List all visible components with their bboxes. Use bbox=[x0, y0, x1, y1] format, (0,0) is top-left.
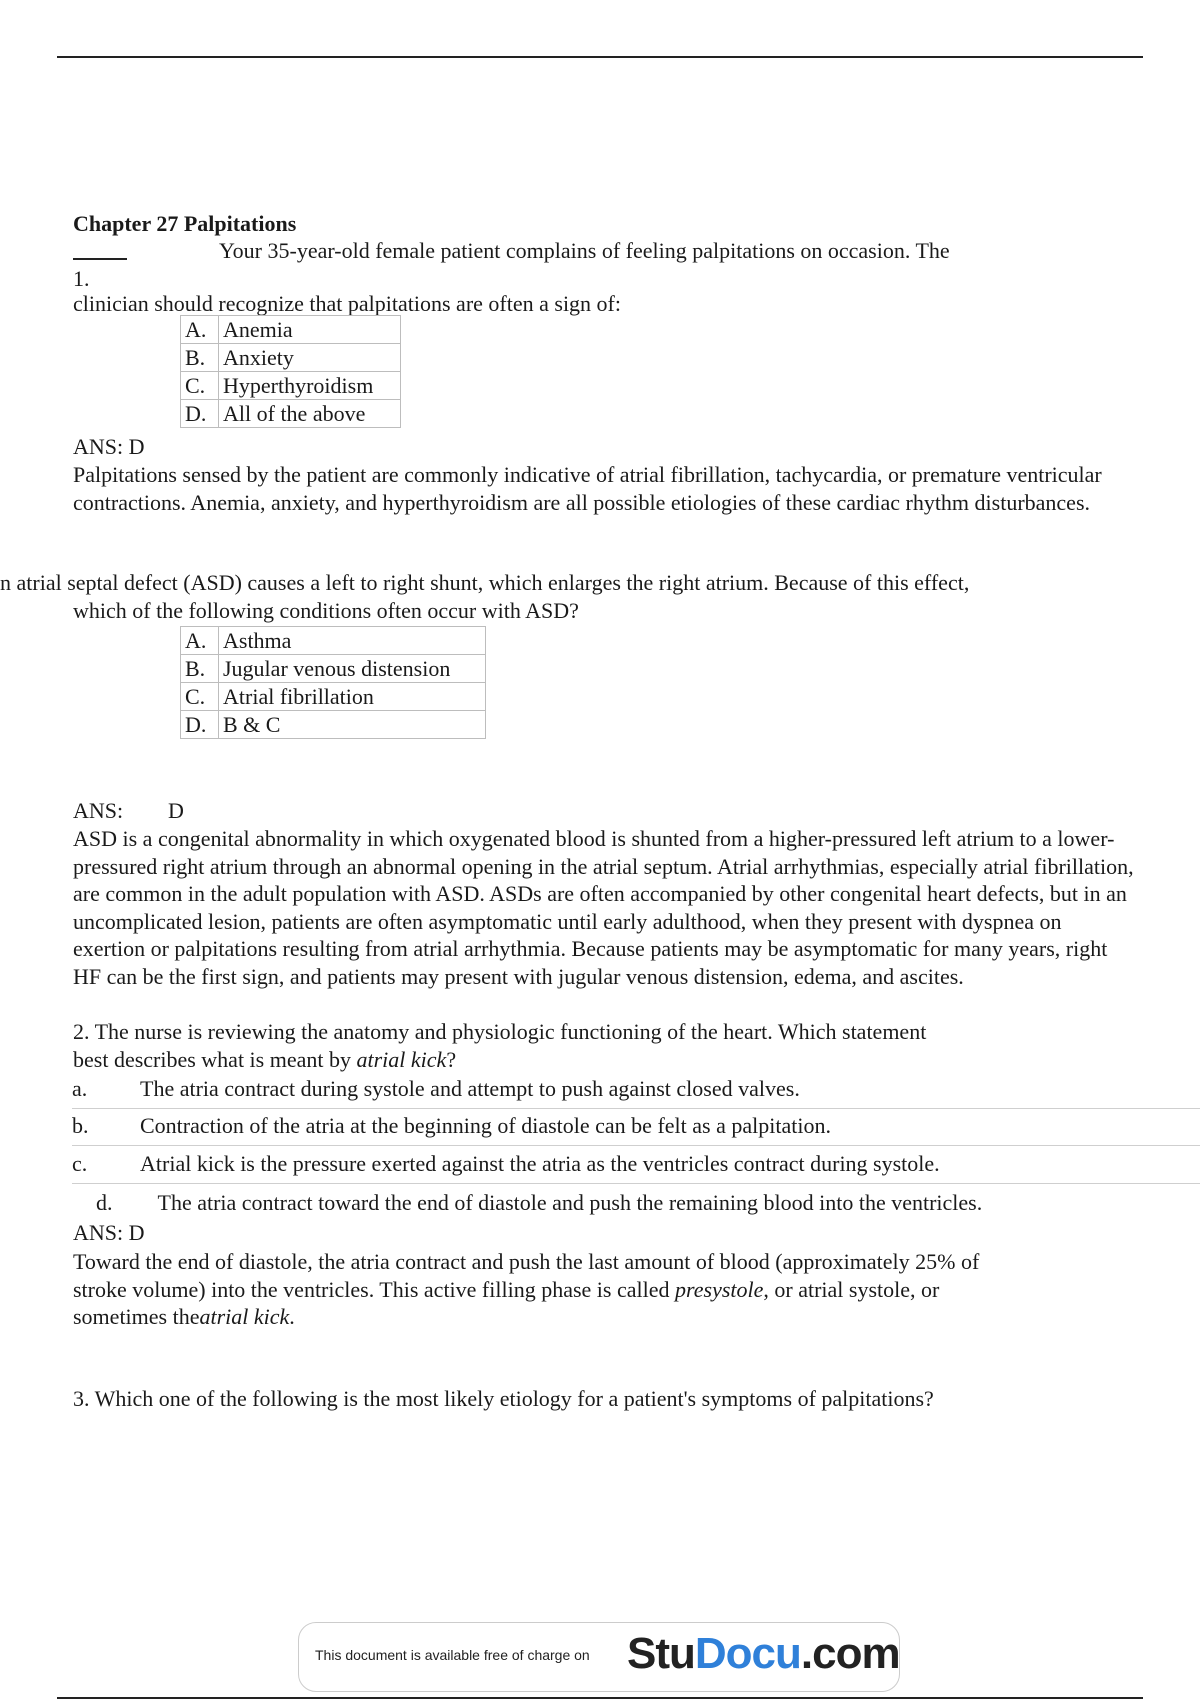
q1-options-table bbox=[180, 315, 401, 428]
bottom-rule bbox=[57, 1697, 1143, 1699]
q1-rationale: Palpitations sensed by the patient are commonly indicative of atrial fibrillation, tachycardia, or premature ventricular contractions. Anemia, anxiety, and hyperthyroidism are all possible etiologies of these cardiac rhythm disturbances. bbox=[73, 462, 1102, 515]
q2-answer: ANS: D bbox=[73, 1220, 145, 1245]
q3-stem: 3. Which one of the following is the most likely etiology for a patient's symptoms of palpitations? bbox=[73, 1386, 934, 1411]
asd-answer-value: D bbox=[168, 798, 184, 823]
q2-stem-line1: 2. The nurse is reviewing the anatomy and physiologic functioning of the heart. Which statement bbox=[73, 1019, 927, 1044]
asd-stem-line1: n atrial septal defect (ASD) causes a left to right shunt, which enlarges the right atrium. Because of this effect, bbox=[0, 570, 970, 595]
asd-option-a: A. Asthma bbox=[181, 627, 486, 655]
q1-blank bbox=[73, 240, 127, 266]
q2-option-c: c. Atrial kick is the pressure exerted against the atria as the ventricles contract during systole. bbox=[72, 1147, 1200, 1184]
q2-option-d: d. The atria contract toward the end of diastole and push the remaining blood into the ventricles. bbox=[96, 1190, 983, 1215]
q1-answer: ANS: D bbox=[73, 434, 145, 459]
q1-option-d: D. All of the above bbox=[181, 400, 401, 428]
q1-stem-line1: Your 35-year-old female patient complains of feeling palpitations on occasion. The bbox=[219, 238, 950, 263]
asd-options-table bbox=[180, 626, 486, 739]
studocu-logo[interactable]: StuDocu.com bbox=[627, 1629, 900, 1678]
q1-number: 1. bbox=[73, 266, 90, 291]
q2-rationale: Toward the end of diastole, the atria contract and push the last amount of blood (approximately 25% of stroke volume) into the ventricles. This active filling phase is called presystole, or atrial systole, or sometimes theatrial kick. bbox=[73, 1249, 980, 1329]
asd-option-b: B. Jugular venous distension bbox=[181, 655, 486, 683]
asd-option-d: D. B & C bbox=[181, 711, 486, 739]
asd-stem-line2: which of the following conditions often occur with ASD? bbox=[73, 598, 579, 623]
q1-option-c: C. Hyperthyroidism bbox=[181, 372, 401, 400]
footer-available-text: This document is available free of charge on bbox=[315, 1647, 590, 1663]
q1-option-a: A. Anemia bbox=[181, 316, 401, 344]
asd-answer-label: ANS: bbox=[73, 798, 124, 823]
q1-stem-line2: clinician should recognize that palpitations are often a sign of: bbox=[73, 291, 621, 316]
asd-rationale: ASD is a congenital abnormality in which oxygenated blood is shunted from a higher-pressured left atrium to a lower-pressured right atrium through an abnormal opening in the atrial septum. Atrial arrhythmias, especially atrial fibrillation, are common in the adult population with ASD. ASDs are often accompanied by other congenital heart defects, but in an uncomplicated lesion, patients are often asymptomatic until early adulthood, when they present with dyspnea on exertion or palpitations resulting from atrial arrhythmia. Because patients may be asymptomatic for many years, right HF can be the first sign, and patients may present with jugular venous distension, edema, and ascites. bbox=[73, 826, 1134, 989]
q2-option-b: b. Contraction of the atria at the beginning of diastole can be felt as a palpitation. bbox=[72, 1109, 1200, 1146]
q1-option-b: B. Anxiety bbox=[181, 344, 401, 372]
chapter-title: Chapter 27 Palpitations bbox=[73, 211, 297, 236]
top-rule bbox=[57, 56, 1143, 58]
q2-option-a: a. The atria contract during systole and attempt to push against closed valves. bbox=[72, 1072, 1200, 1109]
q2-stem-line2: best describes what is meant by atrial kick? bbox=[73, 1047, 457, 1072]
asd-option-c: C. Atrial fibrillation bbox=[181, 683, 486, 711]
studocu-footer[interactable] bbox=[298, 1622, 900, 1692]
